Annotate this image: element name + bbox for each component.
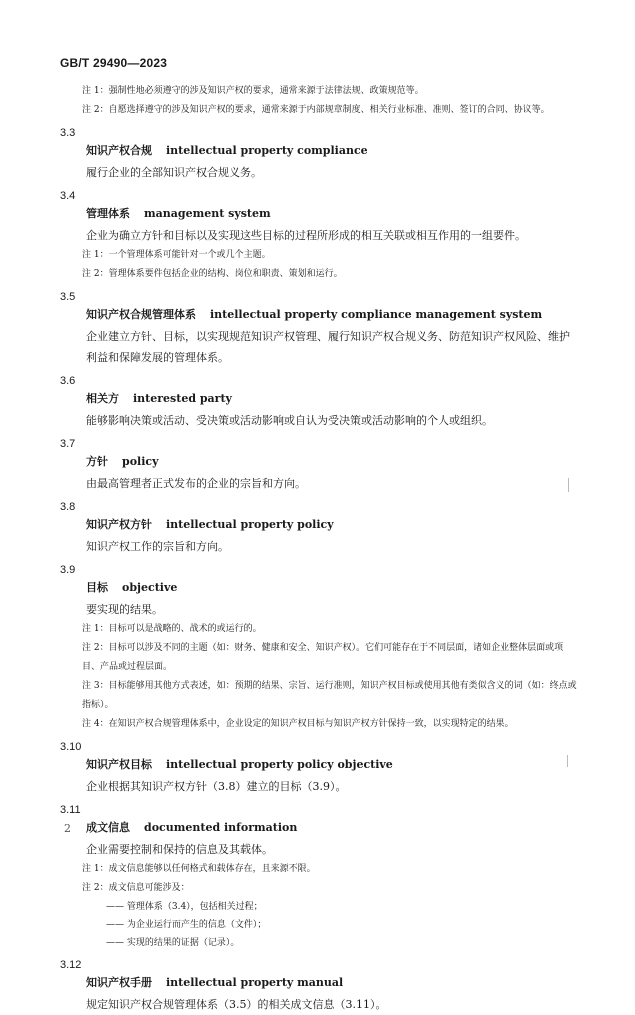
definition: 知识产权工作的宗旨和方向。	[86, 540, 229, 553]
clause-number: 3.10	[60, 741, 82, 753]
definition: 要实现的结果。	[86, 603, 163, 616]
clause-number: 3.8	[60, 501, 76, 513]
definition: 由最高管理者正式发布的企业的宗旨和方向。	[86, 477, 306, 490]
term-en: management system	[144, 207, 271, 220]
clause-number: 3.6	[60, 375, 76, 387]
term	[60, 754, 580, 776]
note: 注 2：自愿选择遵守的涉及知识产权的要求，通常来源于内部规章制度、相关行业标准、准则、签订的合同、协议等。	[82, 105, 550, 115]
term	[60, 577, 580, 599]
term-zh: 方针	[86, 455, 108, 468]
term	[60, 972, 580, 994]
list-item: —— 管理体系（3.4），包括相关过程；	[106, 902, 263, 912]
definition: 履行企业的全部知识产权合规义务。	[86, 166, 262, 179]
term-zh: 知识产权方针	[86, 518, 152, 531]
term-en: intellectual property policy objective	[166, 758, 393, 771]
term-zh: 知识产权合规管理体系	[86, 308, 196, 321]
definition: 企业为确立方针和目标以及实现这些目标的过程所形成的相互关联或相互作用的一组要件。	[86, 229, 526, 242]
term-en: intellectual property manual	[166, 976, 344, 989]
term	[60, 140, 580, 162]
definition: 企业根据其知识产权方针（3.8）建立的目标（3.9）。	[86, 780, 347, 793]
term-zh: 成文信息	[86, 821, 130, 834]
definition: 企业需要控制和保持的信息及其载体。	[86, 843, 273, 856]
note: 注 1：成文信息能够以任何格式和载体存在，且来源不限。	[82, 864, 316, 874]
term	[60, 304, 580, 326]
term-zh: 相关方	[86, 392, 119, 405]
term	[60, 817, 580, 839]
clause-number: 3.9	[60, 564, 76, 576]
definition: 企业建立方针、目标，以实现规范知识产权管理、履行知识产权合规义务、防范知识产权风险、维护利益和保障发展的管理体系。	[86, 330, 570, 364]
standard-code: GB/T 29490—2023	[60, 56, 168, 70]
page-number: 2	[64, 822, 71, 835]
term-zh: 知识产权目标	[86, 758, 152, 771]
note: 注 1：目标可以是战略的、战术的或运行的。	[82, 624, 262, 634]
term-zh: 知识产权手册	[86, 976, 152, 989]
term-en: interested party	[133, 392, 232, 405]
note: 注 4：在知识产权合规管理体系中，企业设定的知识产权目标与知识产权方针保持一致，以实现特定的结果。	[82, 719, 514, 729]
clause-number: 3.11	[60, 804, 81, 816]
term-en: intellectual property compliance management system	[210, 308, 543, 321]
term-zh: 管理体系	[86, 207, 130, 220]
scan-artifact	[568, 478, 569, 492]
clause-number: 3.3	[60, 127, 76, 139]
term-en: policy	[122, 455, 159, 468]
list-item: —— 为企业运行而产生的信息（文件）；	[106, 920, 267, 930]
term-en: objective	[122, 581, 178, 594]
note: 注 2：目标可以涉及不同的主题（如：财务、健康和安全、知识产权）。它们可能存在于不同层面，诸如企业整体层面或项目、产品或过程层面。	[82, 643, 564, 672]
definition: 规定知识产权合规管理体系（3.5）的相关成文信息（3.11）。	[86, 998, 387, 1011]
scan-artifact	[567, 755, 568, 767]
clause-number: 3.12	[60, 959, 82, 971]
term	[60, 514, 580, 536]
term-en: documented information	[144, 821, 298, 834]
note: 注 1：一个管理体系可能针对一个或几个主题。	[82, 250, 271, 260]
term	[60, 388, 580, 410]
note: 注 2：管理体系要件包括企业的结构、岗位和职责、策划和运行。	[82, 269, 343, 279]
definition: 能够影响决策或活动、受决策或活动影响或自认为受决策或活动影响的个人或组织。	[86, 414, 493, 427]
note: 注 3：目标能够用其他方式表述，如：预期的结果、宗旨、运行准则，知识产权目标或使用其他有类似含义的词（如：终点或指标）。	[82, 681, 577, 710]
note: 注 2：成文信息可能涉及：	[82, 883, 190, 893]
term-zh: 目标	[86, 581, 108, 594]
term	[60, 451, 580, 473]
term-en: intellectual property compliance	[166, 144, 368, 157]
clause-number: 3.4	[60, 190, 76, 202]
term-en: intellectual property policy	[166, 518, 334, 531]
list-item: —— 实现的结果的证据（记录）。	[106, 938, 240, 948]
note: 注 1：强制性地必须遵守的涉及知识产权的要求，通常来源于法律法规、政策规范等。	[82, 86, 424, 96]
clause-number: 3.7	[60, 438, 76, 450]
clause-number: 3.5	[60, 291, 76, 303]
page-body	[60, 82, 580, 1015]
term-zh: 知识产权合规	[86, 144, 152, 157]
term	[60, 203, 580, 225]
